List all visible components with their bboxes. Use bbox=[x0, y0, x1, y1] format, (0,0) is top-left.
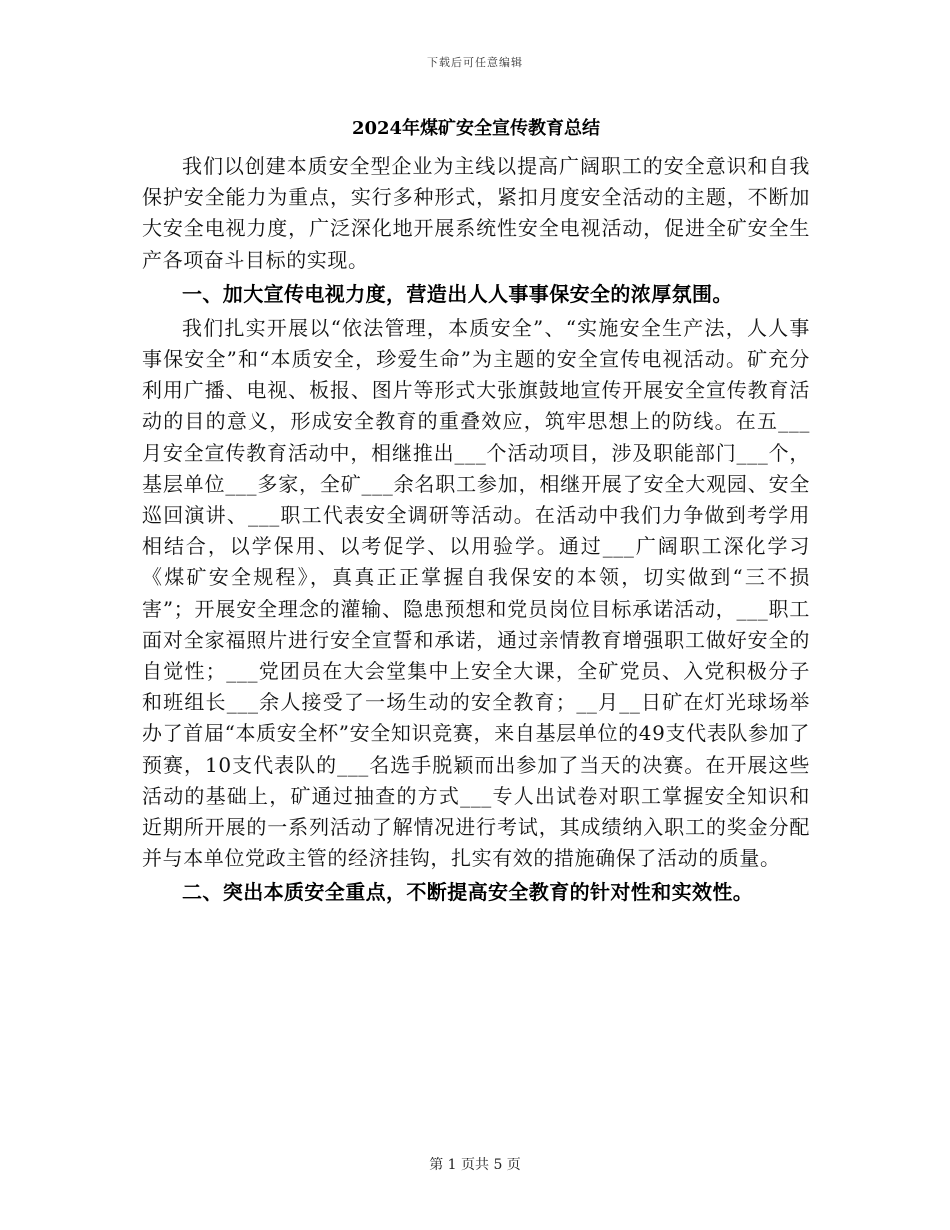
document-body bbox=[142, 151, 810, 911]
section-1-heading: 一、加大宣传电视力度，营造出人人事事保安全的浓厚氛围。 bbox=[182, 281, 733, 306]
document-title: 2024年煤矿安全宣传教育总结 bbox=[351, 118, 601, 139]
page-number: 第 1 页共 5 页 bbox=[429, 1157, 521, 1173]
intro-paragraph: 我们以创建本质安全型企业为主线以提高广阔职工的安全意识和自我保护安全能力为重点，实行多种形式，紧扣月度安全活动的主题，不断加大安全电视力度，广泛深化地开展系统性安全电视活动，促进全矿安全生产各项奋斗目标的实现。 bbox=[142, 154, 810, 272]
section-1-paragraph: 我们扎实开展以“依法管理，本质安全”、“实施安全生产法，人人事事保安全”和“本质安全，珍爱生命”为主题的安全宣传电视活动。矿充分利用广播、电视、板报、图片等形式大张旗鼓地宣传开展安全宣传教育活动的目的意义，形成安全教育的重叠效应，筑牢思想上的防线。在五___月安全宣传教育活动中，相继推出___个活动项目，涉及职能部门___个，基层单位___多家，全矿___余名职工参加，相继开展了安全大观园、安全巡回演讲、___职工代表安全调研等活动。在活动中我们力争做到考学用相结合，以学保用、以考促学、以用验学。通过___广阔职工深化学习《煤矿安全规程》，真真正正掌握自我保安的本领，切实做到“三不损害”；开展安全理念的灌输、隐患预想和党员岗位目标承诺活动，___职工面对全家福照片进行安全宣誓和承诺，通过亲情教育增强职工做好安全的自觉性；___党团员在大会堂集中上安全大课，全矿党员、入党积极分子和班组长___余人接受了一场生动的安全教育；__月__日矿在灯光球场举办了首届“本质安全杯”安全知识竞赛，来自基层单位的49支代表队参加了预赛，10支代表队的___名选手脱颖而出参加了当天的决赛。在开展这些活动的基础上，矿通过抽查的方式___专人出试卷对职工掌握安全知识和近期所开展的一系列活动了解情况进行考试，其成绩纳入职工的奖金分配并与本单位党政主管的经济挂钩，扎实有效的措施确保了活动的质量。 bbox=[142, 315, 810, 871]
header-note: 下载后可任意编辑 bbox=[427, 56, 523, 69]
section-2-heading: 二、突出本质安全重点，不断提高安全教育的针对性和实效性。 bbox=[182, 880, 754, 905]
